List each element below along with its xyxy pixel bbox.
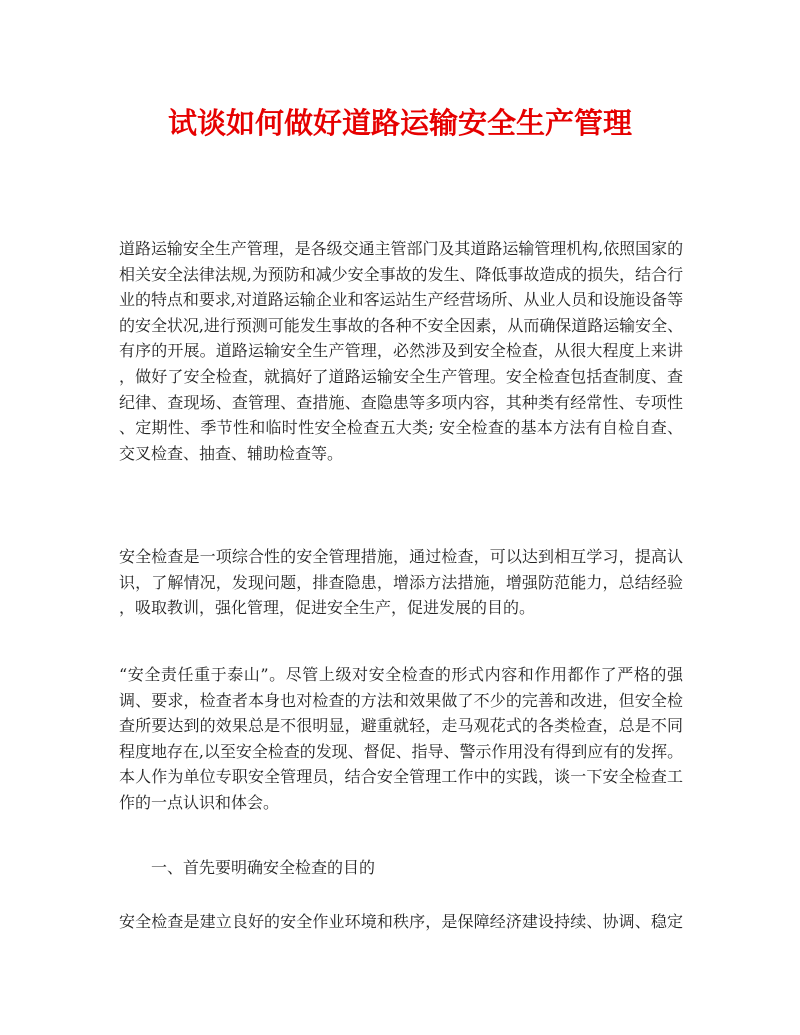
paragraph-2 xyxy=(119,544,683,621)
paragraph-line: 有序的开展。道路运输安全生产管理，必然涉及到安全检查，从很大程度上来讲 xyxy=(119,341,683,361)
paragraph-line: 安全检查是建立良好的安全作业环境和秩序，是保障经济建设持续、协调、稳定 xyxy=(119,912,683,931)
paragraph-5 xyxy=(119,909,683,935)
paragraph-line: 相关安全法律法规,为预防和减少安全事故的发生、降低事故造成的损失，结合行 xyxy=(119,264,683,284)
paragraph-line: 程度地存在,以至安全检查的发现、督促、指导、警示作用没有得到应有的发挥。 xyxy=(119,741,683,761)
paragraph-line: 识，了解情况，发现问题，排查隐患，增添方法措施，增强防范能力，总结经验 xyxy=(119,572,683,592)
section-heading xyxy=(119,855,683,881)
paragraph-line: 作的一点认识和体会。 xyxy=(119,792,280,812)
paragraph-line: 纪律、查现场、查管理、查措施、查隐患等多项内容，其种类有经常性、专项性 xyxy=(119,392,683,412)
paragraph-line: ，做好了安全检查，就搞好了道路运输安全生产管理。安全检查包括查制度、查 xyxy=(119,366,683,386)
paragraph-line: 查所要达到的效果总是不很明显，避重就轻，走马观花式的各类检查，总是不同 xyxy=(119,716,683,736)
paragraph-line: 道路运输安全生产管理，是各级交通主管部门及其道路运输管理机构,依照国家的 xyxy=(119,239,683,258)
paragraph-line: 业的特点和要求,对道路运输企业和客运站生产经营场所、从业人员和设施设备等 xyxy=(119,290,683,310)
paragraph-3 xyxy=(119,662,683,816)
paragraph-line: 安全检查是一项综合性的安全管理措施，通过检查，可以达到相互学习，提高认 xyxy=(119,547,683,566)
document-title: 试谈如何做好道路运输安全生产管理 xyxy=(167,106,632,140)
section-heading-text: 一、首先要明确安全检查的目的 xyxy=(151,858,376,877)
paragraph-line: ，吸取教训，强化管理，促进安全生产，促进发展的目的。 xyxy=(119,598,536,618)
paragraph-line: 、定期性、季节性和临时性安全检查五大类; 安全检查的基本方法有自检自查、 xyxy=(119,418,683,438)
paragraph-1 xyxy=(119,236,683,466)
paragraph-line: “安全责任重于泰山”。尽管上级对安全检查的形式内容和作用都作了严格的强 xyxy=(119,665,683,684)
paragraph-line: 交叉检查、抽查、辅助检查等。 xyxy=(119,443,344,463)
paragraph-line: 的安全状况,进行预测可能发生事故的各种不安全因素，从而确保道路运输安全、 xyxy=(119,315,683,335)
paragraph-line: 调、要求，检查者本身也对检查的方法和效果做了不少的完善和改进，但安全检 xyxy=(119,690,683,710)
paragraph-line: 本人作为单位专职安全管理员，结合安全管理工作中的实践，谈一下安全检查工 xyxy=(119,767,683,787)
